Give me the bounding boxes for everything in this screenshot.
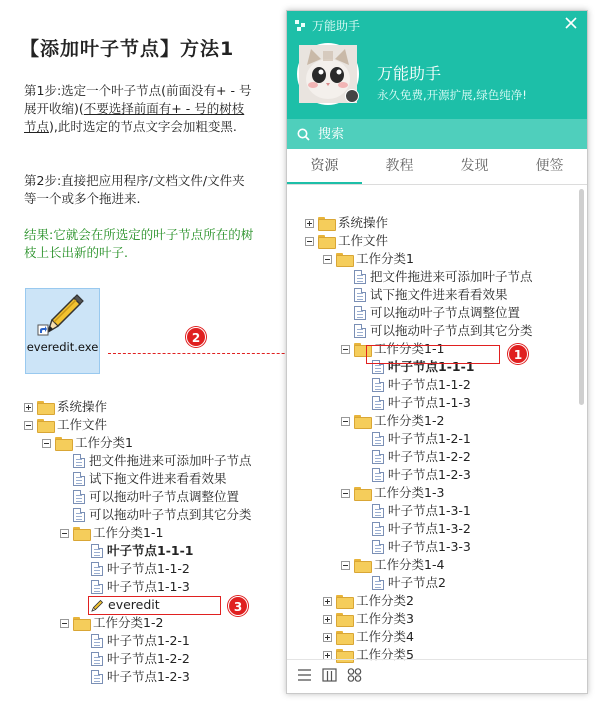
tree-node-label: 工作文件 (57, 417, 108, 432)
tree-leaf-node[interactable] (341, 304, 520, 322)
tree-leaf-node[interactable] (359, 538, 471, 556)
resource-tree-area (287, 186, 587, 662)
collapse-icon[interactable] (341, 561, 350, 570)
document-icon (73, 490, 85, 504)
tree-node-label: 叶子节点1-2-1 (107, 633, 190, 648)
tree-node-label: 叶子节点2 (388, 575, 446, 590)
search-bar[interactable] (287, 119, 587, 149)
document-icon (91, 544, 103, 558)
tree-node-label: 工作分类1-2 (93, 615, 164, 630)
tree-node-label: 把文件拖进来可添加叶子节点 (370, 269, 533, 284)
tree-node-label: 工作分类1 (75, 435, 133, 450)
tree-node-label: 工作分类1-1 (374, 341, 445, 356)
tree-node-label: 系统操作 (338, 215, 389, 230)
step-1-part-b: ),此时选定的节点文字会加粗变黑. (49, 119, 237, 134)
tree-folder-node[interactable] (305, 232, 388, 250)
document-icon (91, 580, 103, 594)
tree-node-label: 叶子节点1-1-1 (107, 543, 194, 558)
folder-icon (354, 559, 370, 571)
folder-icon (73, 617, 89, 629)
tree-node-label: 工作分类4 (356, 629, 414, 644)
document-icon (91, 652, 103, 666)
tree-node-label: 叶子节点1-1-1 (388, 359, 475, 374)
tree-leaf-node[interactable] (78, 578, 190, 596)
tree-node-label: everedit (108, 597, 160, 612)
collapse-icon[interactable] (341, 417, 350, 426)
document-icon (372, 576, 384, 590)
tree-leaf-node[interactable] (359, 430, 471, 448)
folder-icon (55, 437, 71, 449)
document-icon (354, 270, 366, 284)
expand-icon[interactable] (323, 615, 332, 624)
collapse-icon[interactable] (24, 421, 33, 430)
window-title: 万能助手 (312, 18, 361, 33)
step-1-warning: 不要选择前面有+ - 号的树枝节点 (24, 101, 245, 134)
document-icon (73, 454, 85, 468)
tree-node-label: 工作分类1-2 (374, 413, 445, 428)
collapse-icon[interactable] (323, 255, 332, 264)
shortcut-arrow-icon (38, 325, 48, 335)
search-icon (297, 128, 310, 141)
tree-node-label: 工作分类1-4 (374, 557, 445, 572)
tree-folder-node[interactable] (323, 628, 414, 646)
tree-folder-node[interactable] (341, 484, 444, 502)
collapse-icon[interactable] (341, 489, 350, 498)
tree-leaf-node[interactable] (78, 632, 190, 650)
document-icon (372, 522, 384, 536)
file-icon-label: everedit.exe (26, 340, 99, 354)
tree-leaf-node[interactable] (341, 322, 533, 340)
tree-node-label: 叶子节点1-2-2 (107, 651, 190, 666)
tree-node-label: 可以拖动叶子节点调整位置 (89, 489, 240, 504)
document-icon (372, 540, 384, 554)
tree-leaf-node[interactable] (341, 268, 533, 286)
badge-3: 3 (228, 596, 248, 616)
tree-leaf-node[interactable] (60, 452, 252, 470)
folder-icon (37, 401, 53, 413)
tree-folder-node[interactable] (305, 214, 388, 232)
tree-folder-node[interactable] (60, 524, 163, 542)
tree-node-label: 叶子节点1-2-3 (107, 669, 190, 684)
tree-node-label: 可以拖动叶子节点到其它分类 (370, 323, 533, 338)
tree-node-label: 试下拖文件进来看看效果 (370, 287, 508, 302)
tree-node-label: 工作分类3 (356, 611, 414, 626)
tree-node-label: 叶子节点1-1-2 (107, 561, 190, 576)
collapse-icon[interactable] (305, 237, 314, 246)
document-icon (73, 472, 85, 486)
tree-folder-node[interactable] (323, 610, 414, 628)
badge-1: 1 (508, 344, 528, 364)
folder-icon (318, 217, 334, 229)
avatar-badge-icon (345, 89, 359, 103)
tree-node-label: 工作分类1 (356, 251, 414, 266)
document-icon (354, 324, 366, 338)
document-icon (372, 450, 384, 464)
expand-icon[interactable] (323, 597, 332, 606)
result-text: 结果:它就会在所选定的叶子节点所在的树枝上长出新的叶子. (24, 227, 254, 260)
close-icon[interactable] (563, 15, 579, 31)
tree-leaf-node[interactable] (78, 560, 190, 578)
app-logo-icon (295, 20, 306, 31)
search-input[interactable] (318, 127, 558, 142)
document-icon (354, 288, 366, 302)
tree-folder-node[interactable] (24, 416, 107, 434)
tab-notes[interactable]: 便签 (535, 158, 564, 174)
tree-scrollbar[interactable] (579, 189, 584, 405)
tree-node-label: 可以拖动叶子节点到其它分类 (89, 507, 252, 522)
step-1-text (24, 82, 254, 136)
tree-node-label: 叶子节点1-3-3 (388, 539, 471, 554)
tab-discover[interactable]: 发现 (460, 158, 489, 174)
tree-folder-node[interactable] (42, 434, 133, 452)
tree-leaf-node[interactable] (359, 448, 471, 466)
collapse-icon[interactable] (60, 529, 69, 538)
step-1-part-a: 第1步:选定一个叶子节点(前面没有+ - 号展开收缩)( (24, 83, 252, 116)
collapse-icon[interactable] (42, 439, 51, 448)
tree-leaf-node[interactable] (78, 668, 190, 686)
tree-node-label: 叶子节点1-3-1 (388, 503, 471, 518)
tree-folder-node[interactable] (341, 556, 444, 574)
left-tree (24, 398, 264, 692)
folder-icon (336, 631, 352, 643)
tree-folder-node[interactable] (341, 412, 444, 430)
tree-folder-node[interactable] (323, 250, 414, 268)
tree-node-label: 可以拖动叶子节点调整位置 (370, 305, 521, 320)
collapse-icon[interactable] (341, 345, 350, 354)
folder-icon (336, 613, 352, 625)
folder-icon (354, 415, 370, 427)
step-2-text: 第2步:直接把应用程序/文档文件/文件夹等一个或多个拖进来. (24, 173, 245, 206)
tree-folder-node[interactable] (60, 614, 163, 632)
tree-leaf-node[interactable] (359, 502, 471, 520)
left-new-leaf-highlight (88, 596, 221, 615)
tree-leaf-node[interactable] (60, 506, 252, 524)
document-icon (372, 432, 384, 446)
badge-2: 2 (186, 327, 206, 347)
grid-icon[interactable] (347, 667, 362, 686)
tree-node-label: 叶子节点1-2-1 (388, 431, 471, 446)
selected-leaf-highlight (366, 345, 500, 364)
document-icon (91, 634, 103, 648)
document-icon (91, 670, 103, 684)
tree-node-label: 叶子节点1-1-2 (388, 377, 471, 392)
tree-node-label: 叶子节点1-1-3 (388, 395, 471, 410)
document-icon (372, 396, 384, 410)
tree-folder-node[interactable] (24, 398, 107, 416)
tree-node-label: 工作分类2 (356, 593, 414, 608)
tab-resources[interactable]: 资源 (287, 149, 362, 184)
tree-node-label: 把文件拖进来可添加叶子节点 (89, 453, 252, 468)
folder-icon (336, 595, 352, 607)
folder-icon (73, 527, 89, 539)
window-header (287, 11, 587, 119)
collapse-icon[interactable] (60, 619, 69, 628)
tree-leaf-node[interactable] (359, 376, 471, 394)
folder-icon (37, 419, 53, 431)
tree-leaf-node[interactable] (78, 542, 193, 560)
window-footer (287, 659, 587, 693)
document-icon (354, 306, 366, 320)
expand-icon[interactable] (24, 403, 33, 412)
app-name: 万能助手 (377, 64, 442, 83)
tree-node-label: 工作分类1-3 (374, 485, 445, 500)
app-slogan: 永久免费,开源扩展,绿色纯净! (377, 88, 527, 102)
page-title: 【添加叶子节点】方法1 (20, 38, 235, 60)
tree-leaf-node[interactable] (60, 488, 239, 506)
tree-leaf-node[interactable] (359, 394, 471, 412)
tab-bar (287, 149, 587, 185)
tree-node-label: 系统操作 (57, 399, 108, 414)
expand-icon[interactable] (323, 633, 332, 642)
tree-node-label: 叶子节点1-2-2 (388, 449, 471, 464)
document-icon (91, 562, 103, 576)
tree-node-label: 工作文件 (338, 233, 389, 248)
menu-icon[interactable] (297, 667, 312, 686)
tree-leaf-node[interactable] (60, 470, 227, 488)
tab-tutorial[interactable]: 教程 (385, 158, 414, 174)
tree-leaf-node[interactable] (359, 520, 471, 538)
tree-node-label: 叶子节点1-3-2 (388, 521, 471, 536)
tree-node-label: 叶子节点1-1-3 (107, 579, 190, 594)
folder-icon (318, 235, 334, 247)
right-tree (305, 214, 575, 662)
title-bar (295, 17, 360, 33)
tree-node-label: 工作分类1-1 (93, 525, 164, 540)
everedit-file-icon[interactable] (25, 288, 100, 374)
tree-leaf-node[interactable] (78, 650, 190, 668)
folder-icon (354, 487, 370, 499)
tree-leaf-node[interactable] (359, 574, 446, 592)
folder-icon (336, 253, 352, 265)
document-icon (73, 508, 85, 522)
document-icon (372, 468, 384, 482)
tree-folder-node[interactable] (323, 592, 414, 610)
tree-node-label: 试下拖文件进来看看效果 (89, 471, 227, 486)
tree-node-label: 工作分类5 (356, 647, 414, 662)
document-icon (372, 504, 384, 518)
document-icon (372, 378, 384, 392)
columns-icon[interactable] (322, 667, 337, 686)
tree-node-label: 叶子节点1-2-3 (388, 467, 471, 482)
tree-leaf-node[interactable] (359, 466, 471, 484)
tree-leaf-node[interactable] (341, 286, 508, 304)
expand-icon[interactable] (305, 219, 314, 228)
